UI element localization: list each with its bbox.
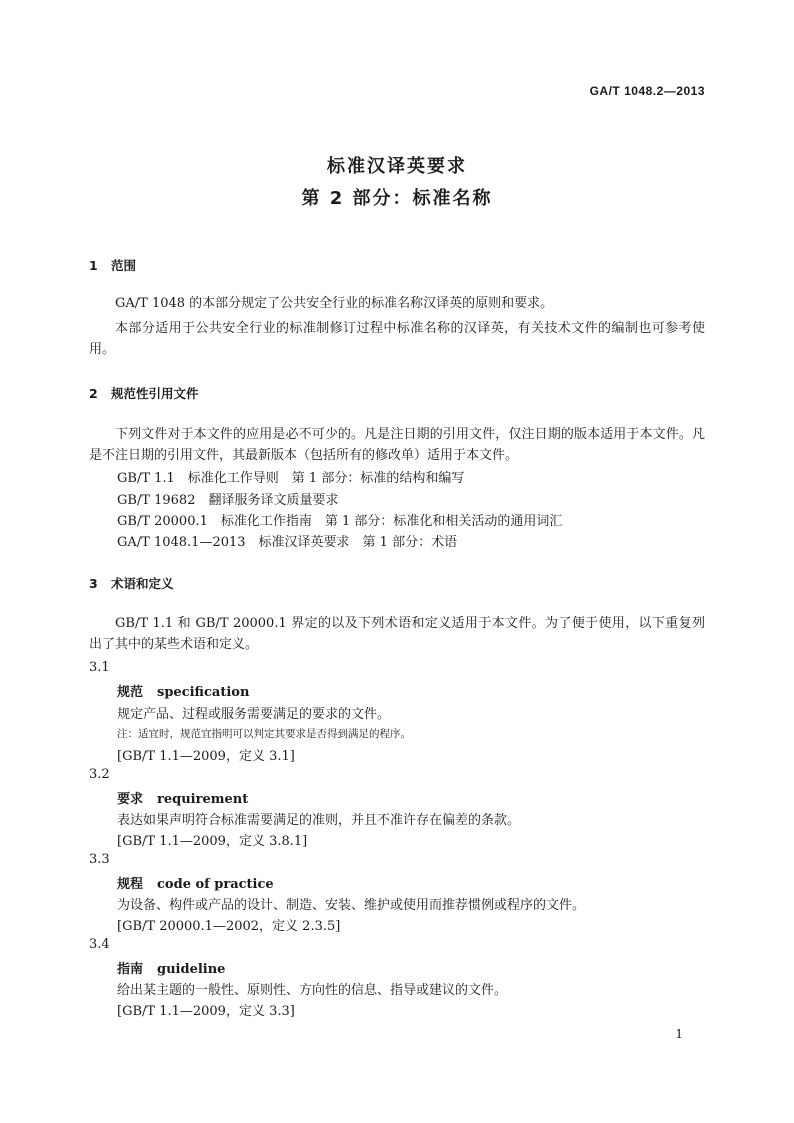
scope-paragraph-2: 本部分适用于公共安全行业的标准制修订过程中标准名称的汉译英，有关技术文件的编制也可参考使用。 bbox=[89, 321, 705, 357]
terms-intro: GB/T 1.1 和 GB/T 20000.1 界定的以及下列术语和定义适用于本文件。为了便于使用，以下重复列出了其中的某些术语和定义。 bbox=[89, 616, 705, 652]
standard-code: GA/T 1048.2—2013 bbox=[589, 84, 705, 98]
term-definition: 表达如果声明符合标准需要满足的准则，并且不准许存在偏差的条款。 bbox=[117, 813, 521, 828]
term-zh: 规程 bbox=[117, 877, 144, 892]
section-title: 术语和定义 bbox=[111, 576, 174, 591]
section-heading-scope bbox=[89, 256, 136, 274]
term-heading bbox=[117, 681, 249, 700]
term-heading bbox=[117, 958, 225, 977]
reference-item: GA/T 1048.1—2013 标准汉译英要求 第 1 部分：术语 bbox=[117, 535, 458, 550]
term-number: 3.2 bbox=[89, 767, 110, 782]
term-source: [GB/T 1.1—2009，定义 3.3] bbox=[117, 1004, 295, 1019]
term-source: [GB/T 1.1—2009，定义 3.1] bbox=[117, 749, 295, 764]
term-number: 3.3 bbox=[89, 852, 110, 867]
term-zh: 规范 bbox=[117, 685, 144, 700]
doc-title: 标准汉译英要求 bbox=[327, 156, 467, 177]
term-note: 注：适宜时，规范宜指明可以判定其要求是否得到满足的程序。 bbox=[117, 728, 411, 740]
section-heading-references bbox=[89, 384, 199, 402]
term-en: specification bbox=[157, 685, 250, 700]
section-number: 2 bbox=[89, 386, 98, 401]
section-number: 1 bbox=[89, 258, 98, 273]
reference-item: GB/T 19682 翻译服务译文质量要求 bbox=[117, 493, 339, 508]
reference-item: GB/T 1.1 标准化工作导则 第 1 部分：标准的结构和编写 bbox=[117, 471, 465, 486]
term-en: code of practice bbox=[157, 877, 274, 892]
section-title: 范围 bbox=[111, 258, 137, 273]
reference-item: GB/T 20000.1 标准化工作指南 第 1 部分：标准化和相关活动的通用词汇 bbox=[117, 514, 563, 529]
term-definition: 为设备、构件或产品的设计、制造、安装、维护或使用而推荐惯例或程序的文件。 bbox=[117, 898, 586, 913]
term-definition: 给出某主题的一般性、原则性、方向性的信息、指导或建议的文件。 bbox=[117, 983, 508, 998]
term-heading bbox=[117, 788, 248, 807]
term-number: 3.4 bbox=[89, 937, 110, 952]
term-en: requirement bbox=[157, 792, 249, 807]
scope-paragraph-1: GA/T 1048 的本部分规定了公共安全行业的标准名称汉译英的原则和要求。 bbox=[115, 296, 554, 311]
section-title: 规范性引用文件 bbox=[111, 386, 199, 401]
term-source: [GB/T 20000.1—2002，定义 2.3.5] bbox=[117, 919, 341, 934]
term-heading bbox=[117, 873, 274, 892]
term-zh: 要求 bbox=[117, 792, 144, 807]
term-number: 3.1 bbox=[89, 660, 110, 675]
doc-subtitle: 第 2 部分：标准名称 bbox=[301, 188, 493, 209]
term-definition: 规定产品、过程或服务需要满足的要求的文件。 bbox=[117, 707, 391, 722]
references-intro: 下列文件对于本文件的应用是必不可少的。凡是注日期的引用文件，仅注日期的版本适用于本文件。凡是不注日期的引用文件，其最新版本（包括所有的修改单）适用于本文件。 bbox=[89, 427, 705, 463]
term-source: [GB/T 1.1—2009，定义 3.8.1] bbox=[117, 834, 308, 849]
page-number: 1 bbox=[675, 1027, 683, 1041]
term-zh: 指南 bbox=[117, 962, 144, 977]
term-en: guideline bbox=[157, 962, 226, 977]
section-number: 3 bbox=[89, 576, 98, 591]
section-heading-terms bbox=[89, 574, 174, 592]
